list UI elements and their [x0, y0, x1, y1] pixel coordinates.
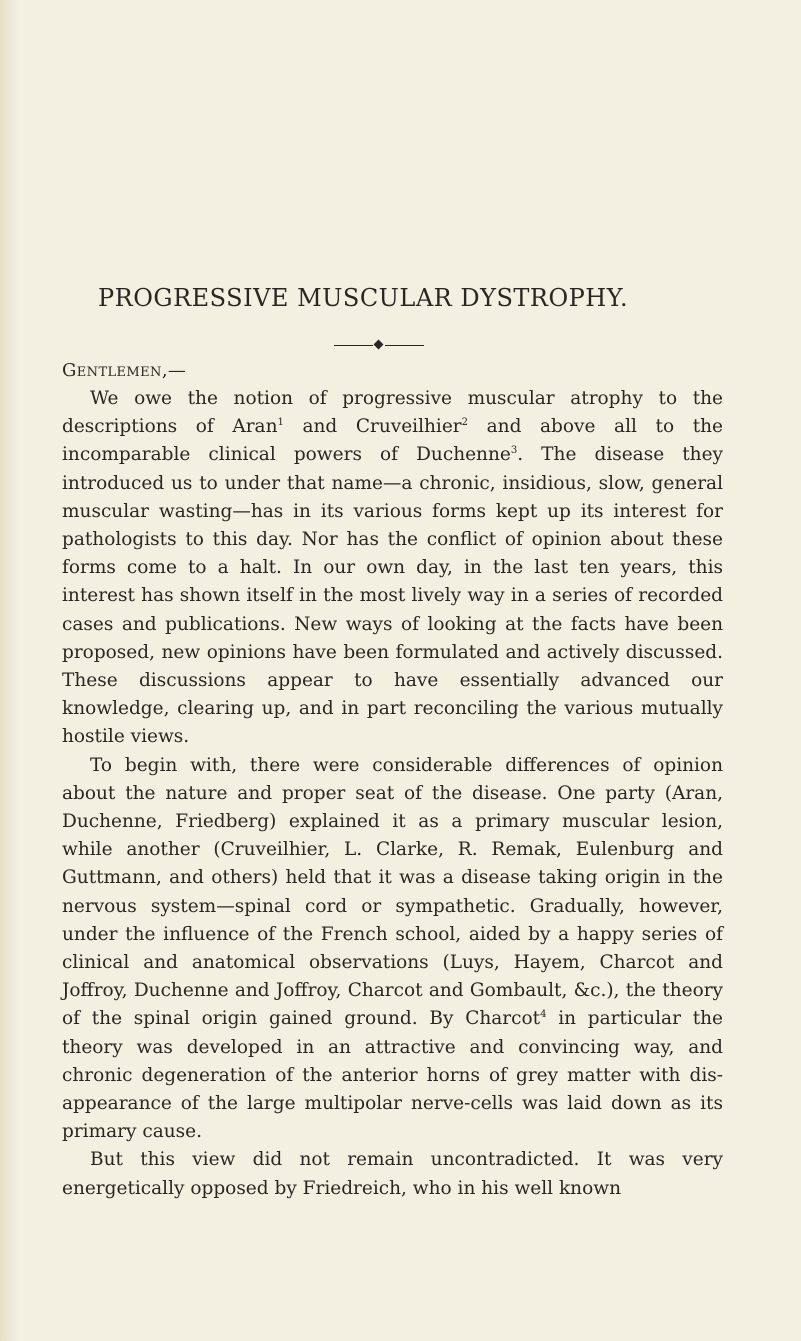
chapter-title: PROGRESSIVE MUSCULAR DYSTROPHY.	[98, 284, 629, 312]
diamond-ornament-icon	[374, 340, 384, 350]
paragraph-2-text-b: in particular the theory was developed in an attractive and convincing way, and chronic degeneration of the anterior horns of grey matter with dis-appearance of the large multipolar nerve-cells was laid down as its primary cause.	[62, 1008, 723, 1143]
footnote-ref-4: 4	[540, 1009, 547, 1021]
paragraph-1-text-b: and Cruveilhier	[283, 416, 462, 438]
divider-rule-right	[385, 345, 424, 346]
paragraph-2	[62, 752, 723, 1147]
body-text	[62, 385, 723, 1203]
divider-rule-left	[334, 345, 373, 346]
binding-shadow	[0, 0, 18, 1341]
paragraph-1-text-a: We owe the notion of progressive muscular atrophy to the descriptions of Aran	[62, 388, 723, 438]
salutation: Gentlemen,—	[62, 360, 187, 381]
footnote-ref-3: 3	[510, 445, 518, 457]
paragraph-3	[62, 1146, 723, 1202]
ornamental-divider	[334, 339, 424, 351]
paragraph-1	[62, 385, 723, 752]
paragraph-3-text-a: But this view did not remain uncontradicted. It was very energetically opposed by Friedreich, who in his well known	[62, 1149, 723, 1199]
paragraph-1-text-d: . The disease they introduced us to under that name—a chronic, insidious, slow, general muscular wasting—has in its various forms kept up its interest for pathologists to this day. Nor has the conflict of opinion about these forms come to a halt. In our own day, in the last ten years, this interest has shown itself in the most lively way in a series of recorded cases and publications. New ways of looking at the facts have been proposed, new opinions have been formulated and actively discussed. These discussions appear to have essentially advanced our knowledge, clearing up, and in part reconciling the various mutually hostile views.	[62, 444, 723, 748]
paragraph-2-text-a: To begin with, there were considerable differences of opinion about the nature and proper seat of the disease. One party (Aran, Duchenne, Friedberg) explained it as a primary muscular lesion, while another (Cruveilhier, L. Clarke, R. Remak, Eulenburg and Guttmann, and others) held that it was a disease taking origin in the nervous system—spinal cord or sympathetic. Gradually, however, under the influence of the French school, aided by a happy series of clinical and anatomical observations (Luys, Hayem, Charcot and Joffroy, Duchenne and Joffroy, Charcot and Gombault, &c.), the theory of the spinal origin gained ground. By Charcot	[62, 754, 723, 1030]
footnote-ref-2: 2	[461, 417, 469, 429]
footnote-ref-1: 1	[277, 417, 284, 429]
paragraph-1-text-c: and above all to the incomparable clinical powers of Duchenne	[62, 416, 723, 466]
